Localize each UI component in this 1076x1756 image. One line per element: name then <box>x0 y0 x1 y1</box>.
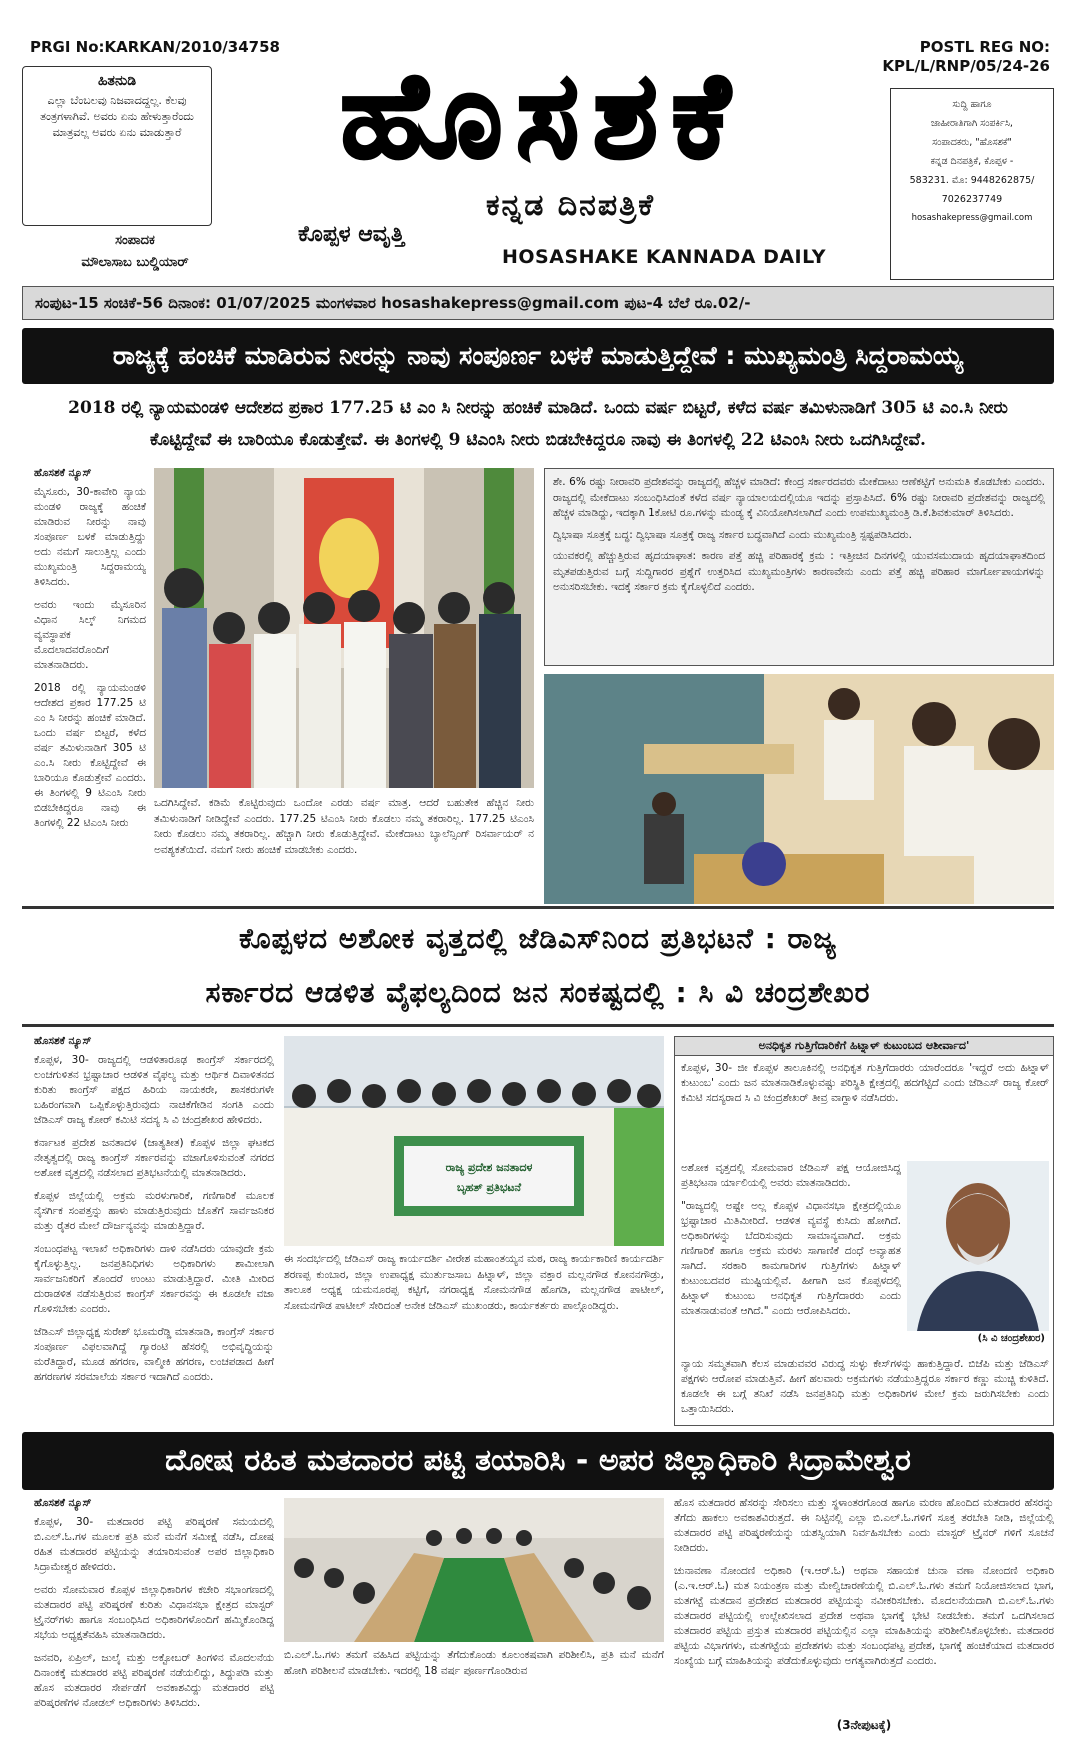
byline: ಹೊಸಶಕೆ ನ್ಯೂಸ್ <box>34 1497 92 1509</box>
story3-column-1 <box>34 1496 274 1708</box>
sidebar-text-bottom <box>681 1357 1049 1419</box>
paragraph: ಶೇ. 6% ರಷ್ಟು ನೀರಾವರಿ ಪ್ರದೇಶವನ್ನು ರಾಜ್ಯದಲ್ಲಿ ಹೆಚ್ಚಳ ಮಾಡಿದೆ: ಕೇಂದ್ರ ಸರ್ಕಾರದವರು ಮೇಕೆದಾಟು ಆಣೆಕಟ್ಟಿಗೆ ಅನುಮತಿ ಕೊಡಬೇಕು ಎಂದರು. ರಾಜ್ಯದಲ್ಲಿ ಮೇಕೆದಾಟು ಸಂಬಂಧಿಸಿದಂತೆ ಕಳೆದ ವರ್ಷ ನ್ಯಾಯಾಲಯದಲ್ಲಿಯೂ ಇದನ್ನು ಪ್ರಸ್ತಾಪಿಸಿದೆ. 6% ರಷ್ಟು ನೀರಾವರಿ ಪ್ರದೇಶವನ್ನು ರಾಜ್ಯದಲ್ಲಿ ಹೆಚ್ಚಳ ಮಾಡಿದ್ದು, ಇದಕ್ಕಾಗಿ 1ಕೋಟಿ ರೂ.ಗಳನ್ನು ಮಂಡ್ಯ ಕ್ಕೆ ವಿನಿಯೋಗಿಸಲಾಗಿದೆ ಎಂದು ಉಪಮುಖ್ಯಮಂತ್ರಿ ಡಿ.ಕೆ.ಶಿವಕುಮಾರ್ ತಿಳಿಸಿದರು. <box>553 476 1045 519</box>
edition-label: ಕೊಪ್ಪಳ ಆವೃತ್ತಿ <box>298 222 405 247</box>
paragraph: ಮೈಸೂರು, 30-ಕಾವೇರಿ ನ್ಯಾಯ ಮಂಡಳಿ ರಾಜ್ಯಕ್ಕೆ ಹಂಚಿಕೆ ಮಾಡಿರುವ ನೀರನ್ನು ನಾವು ಸಂಪೂರ್ಣ ಬಳಕೆ ಮಾಡುತ್ತಿದ್ದು ಅದು ನಮಗೆ ಸಾಲುತ್ತಿಲ್ಲ ಎಂದು ಮುಖ್ಯಮಂತ್ರಿ ಸಿದ್ದರಾಮಯ್ಯ ತಿಳಿಸಿದರು. <box>34 486 146 588</box>
story1-photo-group <box>154 468 534 788</box>
story1-column-1 <box>34 466 146 902</box>
paragraph: ನ್ಯಾಯ ಸಮ್ಮತವಾಗಿ ಕೆಲಸ ಮಾಡುವವರ ವಿರುದ್ಧ ಸುಳ್ಳು ಕೇಸ್‌ಗಳನ್ನು ಹಾಕುತ್ತಿದ್ದಾರೆ. ಬಿಜೆಪಿ ಮತ್ತು ಜೆಡಿಎಸ್ ಪಕ್ಷಗಳು ಆರೋಪ ಮಾಡುತ್ತಿವೆ. ಹೀಗೆ ಹಲವಾರು ಅಕ್ರಮಗಳು ನಡೆಯುತ್ತಿದ್ದರೂ ಸರ್ಕಾರ ಕಣ್ಣು ಮುಚ್ಚಿ ಕುಳಿತಿದೆ. ಕೂಡಲೇ ಈ ಬಗ್ಗೆ ತನಿಖೆ ನಡೆಸಿ ಜನಪ್ರತಿನಿಧಿ ಮತ್ತು ಅಧಿಕಾರಿಗಳ ಮೇಲೆ ಕ್ರಮ ಜರುಗಿಸಬೇಕು ಎಂದು ಒತ್ತಾಯಿಸಿದರು. <box>681 1358 1049 1415</box>
paragraph: 2018 ರಲ್ಲಿ ನ್ಯಾಯಮಂಡಳಿ ಆದೇಶದ ಪ್ರಕಾರ 177.25 ಟಿ ಎಂ ಸಿ ನೀರನ್ನು ಹಂಚಿಕೆ ಮಾಡಿದೆ. ಒಂದು ವರ್ಷ ಬಿಟ್ಟರೆ, ಕಳೆದ ವರ್ಷ ತಮಿಳುನಾಡಿಗೆ 305 ಟಿ ಎಂ.ಸಿ ನೀರು ಕೊಟ್ಟಿದ್ದೇವೆ ಈ ಬಾರಿಯೂ ಕೊಡುತ್ತೇವೆ ಎಂದರು. ಈ ತಿಂಗಳಲ್ಲಿ 9 ಟಿಎಂಸಿ ನೀರು ಬಿಡಬೇಕಿದ್ದರೂ ನಾವು ಈ ತಿಂಗಳಲ್ಲಿ 22 ಟಿಎಂಸಿ ನೀರು <box>34 682 146 829</box>
headline-line: ಕೊಪ್ಪಳದ ಅಶೋಕ ವೃತ್ತದಲ್ಲಿ ಜೆಡಿಎಸ್‌ನಿಂದ ಪ್ರತಿಭಟನೆ : ರಾಜ್ಯ <box>239 922 837 955</box>
paragraph: ಕೊಪ್ಪಳ, 30- ರಾಜ್ಯದಲ್ಲಿ ಆಡಳಿತಾರೂಢ ಕಾಂಗ್ರೆಸ್ ಸರ್ಕಾರದಲ್ಲಿ ಲಂಚಗುಳಿತನ ಭ್ರಷ್ಟಾಚಾರ ಆಡಳಿತ ವೈಫಲ್ಯ ಮತ್ತು ಆರ್ಥಿಕ ದಿವಾಳಿತನದ ಕುರಿತು ಕಾಂಗ್ರೆಸ್ ಪಕ್ಷದ ಹಿರಿಯ ನಾಯಕರೇ, ಶಾಸಕರುಗಳೇ ಬಹಿರಂಗವಾಗಿ ಒಪ್ಪಿಕೊಳ್ಳುತ್ತಿರುವುದು ನಾಚಿಕೆಗೇಡಿನ ಸಂಗತಿ ಎಂದು ಜೆಡಿಎಸ್ ರಾಜ್ಯ ಕೋರ್ ಕಮಿಟಿ ಸದಸ್ಯ ಸಿ ವಿ ಚಂದ್ರಶೇಖರ ಹೇಳಿದರು. <box>34 1054 274 1126</box>
motto-box <box>22 66 212 226</box>
subheadline-story-1 <box>22 392 1054 456</box>
story2-sidebar <box>674 1036 1054 1426</box>
story3-column-3 <box>674 1496 1054 1714</box>
headline-line: ಸರ್ಕಾರದ ಆಡಳಿತ ವೈಫಲ್ಯದಿಂದ ಜನ ಸಂಕಷ್ಟದಲ್ಲಿ : ಸಿ ವಿ ಚಂದ್ರಶೇಖರ <box>205 976 871 1009</box>
contact-line: ಸಂಪಾದಕರು, "ಹೊಸಶಕೆ" <box>932 137 1012 148</box>
paragraph: ಸಂಬಂಧಪಟ್ಟ ಇಲಾಖೆ ಅಧಿಕಾರಿಗಳು ದಾಳಿ ನಡೆಸಿದರು ಯಾವುದೇ ಕ್ರಮ ಕೈಗೊಳ್ಳುತ್ತಿಲ್ಲ. ಜನಪ್ರತಿನಿಧಿಗಳು ಅಧಿಕಾರಿಗಳು ಶಾಮೀಲಾಗಿ ಸಾರ್ವಜನಿಕರಿಗೆ ತೊಂದರೆ ಉಂಟು ಮಾಡುತ್ತಿದ್ದಾರೆ. ಮೀತಿ ಮೀರಿದ ದುರಾಡಳಿತ ನಡೆಸುತ್ತಿರುವ ಕಾಂಗ್ರೆಸ್ ಸರ್ಕಾರವನ್ನು ಈ ಕೂಡಲೇ ವಜಾ ಗೊಳಿಸಬೇಕು ಎಂದರು. <box>34 1243 274 1315</box>
paragraph: ಜೆಡಿಎಸ್ ಜಿಲ್ಲಾಧ್ಯಕ್ಷ ಸುರೇಶ್ ಭೂಮರೆಡ್ಡಿ ಮಾತನಾಡಿ, ಕಾಂಗ್ರೆಸ್ ಸರ್ಕಾರ ಸಂಪೂರ್ಣ ವಿಫಲವಾಗಿದ್ದೆ ಗ್ಯಾರಂಟಿ ಹೆಸರಲ್ಲಿ ಅಭಿವೃದ್ಧಿಯನ್ನು ಮರೆತಿದ್ದಾರೆ, ಮೂಡ ಹಗರಣ, ವಾಲ್ಮೀಕಿ ಹಗರಣ, ಲಂಚಪಡಾದ ಹೀಗೆ ಹಗರಣಗಳ ಸರಮಾಲೆಯ ಸರ್ಕಾರ ಇದಾಗಿದೆ ಎಂದರು. <box>34 1326 274 1383</box>
paragraph: ಹೊಸ ಮತದಾರರ ಹೆಸರನ್ನು ಸೇರಿಸಲು ಮತ್ತು ಸ್ಥಳಾಂತರಗೊಂಡ ಹಾಗೂ ಮರಣ ಹೊಂದಿದ ಮತದಾರರ ಹೆಸರನ್ನು ತೆಗೆದು ಹಾಕಲು ಅವಕಾಶವಿರುತ್ತದೆ. ಈ ನಿಟ್ಟಿನಲ್ಲಿ ಎಲ್ಲಾ ಬಿ.ಎಲ್.ಓ.ಗಳಿಗೆ ಸೂಕ್ತ ತರಬೇತಿ ನೀಡಿ, ಜಿಲ್ಲೆಯಲ್ಲಿ ಮತದಾರರ ಪಟ್ಟಿ ಪರಿಷ್ಕರಣೆಯನ್ನು ಯಶಸ್ವಿಯಾಗಿ ನಿರ್ವಹಿಸಬೇಕು ಎಂದು ಮಾಸ್ಟರ್ ಟ್ರೈನರ್ ಗಳಿಗೆ ಸೂಚನೆ ನೀಡಿದರು. <box>674 1497 1054 1554</box>
byline: ಹೊಸಶಕೆ ನ್ಯೂಸ್ <box>34 467 92 479</box>
contact-phone: 583231. ಮೊ: 9448262875/ <box>909 175 1035 186</box>
sidebar-heading: ಅನಧಿಕೃತ ಗುತ್ತಿಗೆದಾರಿಕೆಗೆ ಹಿಟ್ನಾಳ್ ಕುಟುಂಬದ ಆಶೀರ್ವಾದ' <box>675 1037 1053 1056</box>
story3-photo-caption: ಬಿ.ಎಲ್.ಓ.ಗಳು ತಮಗೆ ವಹಿಸಿದ ಪಟ್ಟಿಯನ್ನು ತೆಗೆದುಕೊಂಡು ಕೂಲಂಕಷವಾಗಿ ಪರಿಶೀಲಿಸಿ, ಪ್ರತಿ ಮನೆ ಮನೆಗೆ ಹೋಗಿ ಪರಿಶೀಲನೆ ಮಾಡಬೇಕು. ಇದರಲ್ಲಿ 18 ವರ್ಷ ಪೂರ್ಣಗೊಂಡಿರುವ <box>284 1649 664 1677</box>
contact-phone: 7026237749 <box>941 194 1003 205</box>
subhead-line: 2018 ರಲ್ಲಿ ನ್ಯಾಯಮಂಡಳಿ ಆದೇಶದ ಪ್ರಕಾರ 177.25 ಟಿ ಎಂ ಸಿ ನೀರನ್ನು ಹಂಚಿಕೆ ಮಾಡಿದೆ. ಒಂದು ವರ್ಷ ಬಿಟ್ಟರೆ, ಕಳೆದ ವರ್ಷ ತಮಿಳುನಾಡಿಗೆ 305 ಟಿ ಎಂ.ಸಿ ನೀರು <box>68 398 1008 418</box>
motto-heading: ಹಿತನುಡಿ <box>97 73 137 89</box>
story1-photo-caption: ಒದಗಿಸಿದ್ದೇವೆ. ಕಡಿಮೆ ಕೊಟ್ಟಿರುವುದು ಒಂದೋ ಎರಡು ವರ್ಷ ಮಾತ್ರ. ಆದರೆ ಬಹುತೇಕ ಹೆಚ್ಚಿನ ನೀರು ತಮಿಳುನಾಡಿಗೆ ನೀಡಿದ್ದೇವೆ ಎಂದರು. 177.25 ಟಿಎಂಸಿ ನೀರು ಕೊಡಲು ನಮ್ಮ ತಕರಾರಿಲ್ಲ. 177.25 ಟಿಎಂಸಿ ನೀರು ಕೊಡಲು ನಮ್ಮ ತಕರಾರಿಲ್ಲ. ಹೆಚ್ಚಾಗಿ ನೀರು ಕೊಡುತ್ತಿದ್ದೇವೆ. ಮೇಕೆದಾಟು ಬ್ಯಾಲೆನ್ಸಿಂಗ್ ರಿಸರ್ವಾಯರ್ ನ ಅವಶ್ಯಕತೆಯಿದೆ. ನಮಗೆ ನೀರು ಹಂಚಿಕೆ ಮಾಡಬೇಕು ಎಂದರು. <box>154 797 534 856</box>
story2-protest-photo <box>284 1036 664 1246</box>
contact-box <box>890 88 1054 280</box>
protest-banner-text: ಬೃಹತ್ ಪ್ರತಿಭಟನೆ <box>456 1181 522 1194</box>
sidebar-text-top <box>681 1061 1049 1159</box>
editor-name: ಮೌಲಾಸಾಬ ಬುಲ್ಡಿಯಾರ್ <box>81 255 189 270</box>
story1-sidebar-box <box>544 468 1054 666</box>
prgi-number: PRGI No:KARKAN/2010/34758 <box>30 38 280 56</box>
headline-story-3: ದೋಷ ರಹಿತ ಮತದಾರರ ಪಟ್ಟಿ ತಯಾರಿಸಿ - ಅಪರ ಜಿಲ್ಲಾಧಿಕಾರಿ ಸಿದ್ರಾಮೇಶ್ವರ <box>22 1432 1054 1490</box>
paragraph: ದ್ವಿಭಾಷಾ ಸೂತ್ರಕ್ಕೆ ಬದ್ಧ: ದ್ವಿಭಾಷಾ ಸೂತ್ರಕ್ಕೆ ರಾಜ್ಯ ಸರ್ಕಾರ ಬದ್ಧವಾಗಿದೆ ಎಂದು ಮುಖ್ಯಮಂತ್ರಿ ಸ್ಪಷ್ಟಪಡಿಸಿದರು. <box>553 528 912 541</box>
paragraph: "ರಾಜ್ಯದಲ್ಲಿ ಅಷ್ಟೇ ಅಲ್ಲ ಕೊಪ್ಪಳ ವಿಧಾನಸಭಾ ಕ್ಷೇತ್ರದಲ್ಲಿಯೂ ಭ್ರಷ್ಟಾಚಾರ ಮಿತಿಮೀರಿದೆ. ಆಡಳಿತ ವ್ಯವಸ್ಥೆ ಕುಸಿದು ಹೋಗಿದೆ. ಅಧಿಕಾರಿಗಳನ್ನು ಬೆದರಿಸುವುದು ಸಾಮಾನ್ಯವಾಗಿದೆ. ಅಕ್ರಮ ಗಣಿಗಾರಿಕೆ ಹಾಗೂ ಅಕ್ರಮ ಮರಳು ಸಾಗಾಣಿಕೆ ದಂಧೆ ಅವ್ಯಾಹತ ಸಾಗಿದೆ. ಸರಕಾರಿ ಕಾಮಗಾರಿಗಳ ಗುತ್ತಿಗೆಗಳು ಹಿಟ್ನಾಳ್ ಕುಟುಂಬದವರ ಮುಷ್ಟಿಯಲ್ಲಿವೆ. ಹೀಗಾಗಿ ಜನ ಕೊಪ್ಪಳದಲ್ಲಿ ಹಿಟ್ನಾಳ್ ಕುಟುಂಬ ಅನಧಿಕೃತ ಗುತ್ತಿಗೆದಾರರು ಎಂದು ಮಾತನಾಡುವಂತೆ ಆಗಿದೆ." ಎಂದು ಆರೋಪಿಸಿದರು. <box>681 1200 901 1317</box>
editor-block <box>40 230 230 274</box>
protest-banner-text: ರಾಜ್ಯ ಪ್ರದೇಶ ಜನತಾದಳ <box>445 1161 533 1174</box>
paragraph: ಚುನಾವಣಾ ನೋಂದಣಿ ಅಧಿಕಾರಿ (ಇ.ಆರ್.ಓ) ಅಥವಾ ಸಹಾಯಕ ಚುನಾ ವಣಾ ನೋಂದಣಿ ಅಧಿಕಾರಿ (ಎ.ಇ.ಆರ್.ಓ) ಮತ ನಿಯಂತ್ರಣ ಮತ್ತು ಮೇಲ್ವಿಚಾರಣೆಯಲ್ಲಿ ಬಿ.ಎಲ್.ಓ.ಗಳು ತಮಗೆ ನಿಯೋಜಿಸಲಾದ ಭಾಗ, ಮತಗಟ್ಟೆ ಮತದಾನ ಪ್ರದೇಶದ ಮತದಾರರ ಪಟ್ಟಿಯನ್ನು ನವೀಕರಿಸಬೇಕು. ಮೊದಲನೆಯದಾಗಿ ಬಿ.ಎಲ್.ಓ.ಗಳು ಮತದಾರರ ಪಟ್ಟಿಯಲ್ಲಿ ಉಲ್ಲೇಖಿಸಲಾದ ಪ್ರದೇಶ ಅಥವಾ ಭಾಗಕ್ಕೆ ಭೇಟಿ ನೀಡಬೇಕು. ತಮಗೆ ಒದಗಿಸಲಾದ ಮತದಾರರ ಪಟ್ಟಿಯ ಪ್ರಸ್ತುತ ಮತದಾರರ ಪಟ್ಟಿಯಲ್ಲಿನ ಎಲ್ಲಾ ಮಾಹಿತಿಯನ್ನು ಪರಿಶೀಲಿಸಿಕೊಳ್ಳಬೇಕು. ಮತದಾರರ ಪಟ್ಟಿಯ ವಿಭಾಗಗಳು, ಮತಗಟ್ಟೆಯ ಪ್ರದೇಶಗಳು ಮತ್ತು ಸಂಬಂಧಪಟ್ಟ ಪ್ರದೇಶ, ಭಾಗಕ್ಕೆ ಹಂಚಿಕೆಯಾದ ಮತದಾರರ ಸಂಖ್ಯೆಯ ಬಗ್ಗೆ ಮಾಹಿತಿಯನ್ನು ಪಡೆದುಕೊಳ್ಳುವುದು ಅಗತ್ಯವಾಗಿರುತ್ತದೆ ಎಂದರು. <box>674 1565 1054 1667</box>
headline-story-1: ರಾಜ್ಯಕ್ಕೆ ಹಂಚಿಕೆ ಮಾಡಿರುವ ನೀರನ್ನು ನಾವು ಸಂಪೂರ್ಣ ಬಳಕೆ ಮಾಡುತ್ತಿದ್ದೇವೆ : ಮುಖ್ಯಮಂತ್ರಿ ಸಿದ್ದರಾಮಯ್ಯ <box>22 328 1054 384</box>
portrait-photo <box>907 1161 1049 1331</box>
paragraph: ಕರ್ನಾಟಕ ಪ್ರದೇಶ ಜನತಾದಳ (ಜಾತ್ಯತೀತ) ಕೊಪ್ಪಳ ಜಿಲ್ಲಾ ಘಟಕದ ನೇತೃತ್ವದಲ್ಲಿ ರಾಜ್ಯ ಕಾಂಗ್ರೆಸ್ ಸರ್ಕಾರವನ್ನು ವಜಾಗೊಳಿಸುವಂತೆ ನಗರದ ಅಶೋಕ ವೃತ್ತದಲ್ಲಿ ನಡೆಸಲಾದ ಪ್ರತಿಭಟನೆಯಲ್ಲಿ ಮಾತನಾಡಿದರು. <box>34 1137 274 1179</box>
paragraph: ಅವರು ಸೋಮವಾರ ಕೊಪ್ಪಳ ಜಿಲ್ಲಾಧಿಕಾರಿಗಳ ಕಚೇರಿ ಸಭಾಂಗಣದಲ್ಲಿ ಮತದಾರರ ಪಟ್ಟಿ ಪರಿಷ್ಕರಣೆ ಕುರಿತು ವಿಧಾನಸಭಾ ಕ್ಷೇತ್ರದ ಮಾಸ್ಟರ್ ಟ್ರೈನರ್‌ಗಳು ಹಾಗೂ ಸಂಬಂಧಿಸಿದ ಅಧಿಕಾರಿಗಳೊಂದಿಗೆ ಹಮ್ಮಿಕೊಂಡಿದ್ದ ಸಭೆಯ ಅಧ್ಯಕ್ಷತೆವಹಿಸಿ ಮಾತನಾಡಿದರು. <box>34 1584 274 1641</box>
story1-river-photo <box>544 674 1054 904</box>
story2-photo-caption: ಈ ಸಂದರ್ಭದಲ್ಲಿ ಜೆಡಿಎಸ್ ರಾಜ್ಯ ಕಾರ್ಯದರ್ಶಿ ವೀರೇಶ ಮಹಾಂತಯ್ಯನ ಮಠ, ರಾಜ್ಯ ಕಾರ್ಯಕಾರಿಣಿ ಕಾರ್ಯದರ್ಶಿ ಶರಣಪ್ಪ ಕುಂಬಾರ, ಜಿಲ್ಲಾ ಉಪಾಧ್ಯಕ್ಷ ಮುರ್ತುಜಸಾಬ ಹಿಟ್ನಾಳ್, ಜಿಲ್ಲಾ ವಕ್ತಾರ ಮಲ್ಲನಗೌಡ ಕೋನನಗೌಡ್ರು, ತಾಲೂಕ ಅಧ್ಯಕ್ಷ ಯಮನೂರಪ್ಪ ಕಟ್ಟಿಗೆ, ನಗರಾಧ್ಯಕ್ಷ ಸೋಮನಗೌಡ ಹೊಗಡಿ, ಮಲ್ಲನಗೌಡ ಪಾಟೀಲ್, ಸೋಮನಗೌಡ ಪಾಟೀಲ್ ಸೇರಿದಂತೆ ಅನೇಕ ಜೆಡಿಎಸ್ ಮುಖಂಡರು, ಕಾರ್ಯಕರ್ತರು ಪಾಲ್ಗೊಂಡಿದ್ದರು. <box>284 1253 664 1312</box>
section-divider <box>22 1024 1054 1027</box>
story2-column-1 <box>34 1034 274 1424</box>
paragraph: ಕೊಪ್ಪಳ ಜಿಲ್ಲೆಯಲ್ಲಿ ಅಕ್ರಮ ಮರಳುಗಾರಿಕೆ, ಗಣಿಗಾರಿಕೆ ಮೂಲಕ ನೈಸರ್ಗಿಕ ಸಂಪತ್ತನ್ನು ಹಾಳು ಮಾಡುತ್ತಿರುವುದು ಜೊತೆಗೆ ಸಾರ್ವಜನಿಕರ ಮತ್ತು ರೈತರ ಮೇಲೆ ದೌರ್ಜನ್ಯವನ್ನು ಮಾಡುತ್ತಿದ್ದಾರೆ. <box>34 1190 274 1232</box>
subtitle-kannada: ಕನ್ನಡ ದಿನಪತ್ರಿಕೆ <box>486 188 655 223</box>
postal-reg-number: POSTL REG NO: KPL/L/RNP/05/24-26 <box>882 38 1050 75</box>
portrait-caption: (ಸಿ ವಿ ಚಂದ್ರಶೇಖರ) <box>977 1333 1045 1344</box>
paragraph: ಯುವಕರಲ್ಲಿ ಹೆಚ್ಚುತ್ತಿರುವ ಹೃದಯಾಘಾತ: ಕಾರಣ ಪತ್ತೆ ಹಚ್ಚಿ ಪರಿಹಾರಕ್ಕೆ ಕ್ರಮ : ಇತ್ತೀಚಿನ ದಿನಗಳಲ್ಲಿ ಯುವಸಮುದಾಯ ಹೃದಯಾಘಾತದಿಂದ ಮೃತಪಡುತ್ತಿರುವ ಬಗ್ಗೆ ಸುದ್ದಿಗಾರರ ಪ್ರಶ್ನೆಗೆ ಉತ್ತರಿಸಿದ ಮುಖ್ಯಮಂತ್ರಿಗಳು ಕಾರಣವೇನು ಎಂದು ಪತ್ತೆ ಹಚ್ಚಿ ಪರಿಹಾರ ಮಾರ್ಗೋಪಾಯಗಳನ್ನು ಅನುಸರಿಸಬೇಕು. ಇದಕ್ಕೆ ಸರ್ಕಾರ ಕ್ರಮ ಕೈಗೊಳ್ಳಲಿದೆ ಎಂದರು. <box>553 550 1045 593</box>
story3-meeting-photo <box>284 1498 664 1642</box>
subtitle-english: HOSASHAKE KANNADA DAILY <box>502 246 827 268</box>
contact-line: ಸುದ್ದಿ ಹಾಗೂ <box>952 99 992 110</box>
headline-story-2 <box>22 912 1054 1020</box>
paragraph: ಅಶೋಕ ವೃತ್ತದಲ್ಲಿ ಸೋಮವಾರ ಜೆಡಿಎಸ್ ಪಕ್ಷ ಆಯೋಜಿಸಿದ್ದ ಪ್ರತಿಭಟನಾ ರ್ಯಾಲಿಯಲ್ಲಿ ಅವರು ಮಾತನಾಡಿದರು. <box>681 1162 901 1189</box>
subhead-line: ಕೊಟ್ಟಿದ್ದೇವೆ ಈ ಬಾರಿಯೂ ಕೊಡುತ್ತೇವೆ. ಈ ತಿಂಗಳಲ್ಲಿ 9 ಟಿಎಂಸಿ ನೀರು ಬಿಡಬೇಕಿದ್ದರೂ ನಾವು ಈ ತಿಂಗಳಲ್ಲಿ 22 ಟಿಎಂಸಿ ನೀರು ಒದಗಿಸಿದ್ದೇವೆ. <box>150 430 926 450</box>
motto-text: ಎಲ್ಲಾ ಬೆಂಬಲವು ನಿಜವಾದದ್ದಲ್ಲ. ಕೆಲವು ತಂತ್ರಗಳಾಗಿವೆ. ಅವರು ಏನು ಹೇಳುತ್ತಾರೆಂದು ಮಾತ್ರವಲ್ಲ ಅವರು ಏನು ಮಾಡುತ್ತಾರೆ <box>40 94 194 139</box>
byline: ಹೊಸಶಕೆ ನ್ಯೂಸ್ <box>34 1035 92 1047</box>
issue-info-bar: ಸಂಪುಟ-15 ಸಂಚಿಕೆ-56 ದಿನಾಂಕ: 01/07/2025 ಮಂಗಳವಾರ hosashakepress@gmail.com ಪುಟ-4 ಬೆಲೆ ರೂ.02/- <box>22 286 1054 320</box>
contact-line: ಜಾಹೀರಾತಿಗಾಗಿ ಸಂಪರ್ಕಿಸಿ, <box>931 118 1013 129</box>
sidebar-text-left <box>681 1161 901 1351</box>
paragraph: ಅವರು ಇಂದು ಮೈಸೂರಿನ ವಿಧಾನ ಸಿಲ್ಕ್ ನಿಗಮದ ವ್ಯವಸ್ಥಾಪಕ ಮೊದಲಾದವರೊಂದಿಗೆ ಮಾತನಾಡಿದರು. <box>34 599 146 671</box>
continued-marker: (3ನೇಪುಟಕ್ಕೆ) <box>836 1718 892 1732</box>
contact-email: hosashakepress@gmail.com <box>911 213 1033 223</box>
paragraph: ಕೊಪ್ಪಳ, 30- ಜೀ ಕೊಪ್ಪಳ ತಾಲೂಕಿನಲ್ಲಿ ಅನಧಿಕೃತ ಗುತ್ತಿಗೆದಾರರು ಯಾರೆಂದರೂ 'ಇದ್ದರೆ ಅದು ಹಿಟ್ನಾಳ್ ಕುಟುಂಬ' ಎಂದು ಜನ ಮಾತನಾಡಿಕೊಳ್ಳುವಷ್ಟು ಪರಿಸ್ಥಿತಿ ಕ್ಷೇತ್ರದಲ್ಲಿ ಹದಗೆಟ್ಟಿದೆ ಎಂದು ಜೆಡಿಎಸ್ ರಾಜ್ಯ ಕೋರ್ ಕಮಿಟಿ ಸದಸ್ಯರಾದ ಸಿ ವಿ ಚಂದ್ರಶೇಖರ್ ತೀವ್ರ ವಾಗ್ದಾಳಿ ನಡೆಸಿದರು. <box>681 1062 1049 1104</box>
paragraph: ಜನವರಿ, ಏಪ್ರಿಲ್, ಜುಲೈ ಮತ್ತು ಅಕ್ಟೋಬರ್ ತಿಂಗಳಿನ ಮೊದಲನೆಯ ದಿನಾಂಕಕ್ಕೆ ಮತದಾರರ ಪಟ್ಟಿ ಪರಿಷ್ಕರಣೆ ನಡೆಯಲಿದ್ದು, ತಿದ್ದುಪಡಿ ಮತ್ತು ಹೊಸ ಮತದಾರರ ಸೇರ್ಪಡೆಗೆ ಅವಕಾಶವಿದ್ದು ಮತದಾರರ ಪಟ್ಟಿ ಪರಿಷ್ಕರಣೆಗಳ ನೋಡಲ್ ಅಧಿಕಾರಿಗಳು ತಿಳಿಸಿದರು. <box>34 1652 274 1708</box>
paragraph: ಕೊಪ್ಪಳ, 30- ಮತದಾರರ ಪಟ್ಟಿ ಪರಿಷ್ಕರಣೆ ಸಮಯದಲ್ಲಿ ಬಿ.ಎಲ್.ಓ.ಗಳ ಮೂಲಕ ಪ್ರತಿ ಮನೆ ಮನೆಗೆ ಸಮೀಕ್ಷೆ ನಡೆಸಿ, ದೋಷ ರಹಿತ ಮತದಾರರ ಪಟ್ಟಿಯನ್ನು ತಯಾರಿಸುವಂತೆ ಅಪರ ಜಿಲ್ಲಾಧಿಕಾರಿ ಸಿದ್ರಾಮೇಶ್ವರ ಹೇಳಿದರು. <box>34 1516 274 1573</box>
newspaper-title: ಹೊಸಶಕೆ <box>340 45 744 184</box>
contact-line: ಕನ್ನಡ ದಿನಪತ್ರಿಕೆ, ಕೊಪ್ಪಳ - <box>930 156 1014 167</box>
editor-label: ಸಂಪಾದಕ <box>115 233 155 248</box>
section-divider <box>22 906 1054 909</box>
